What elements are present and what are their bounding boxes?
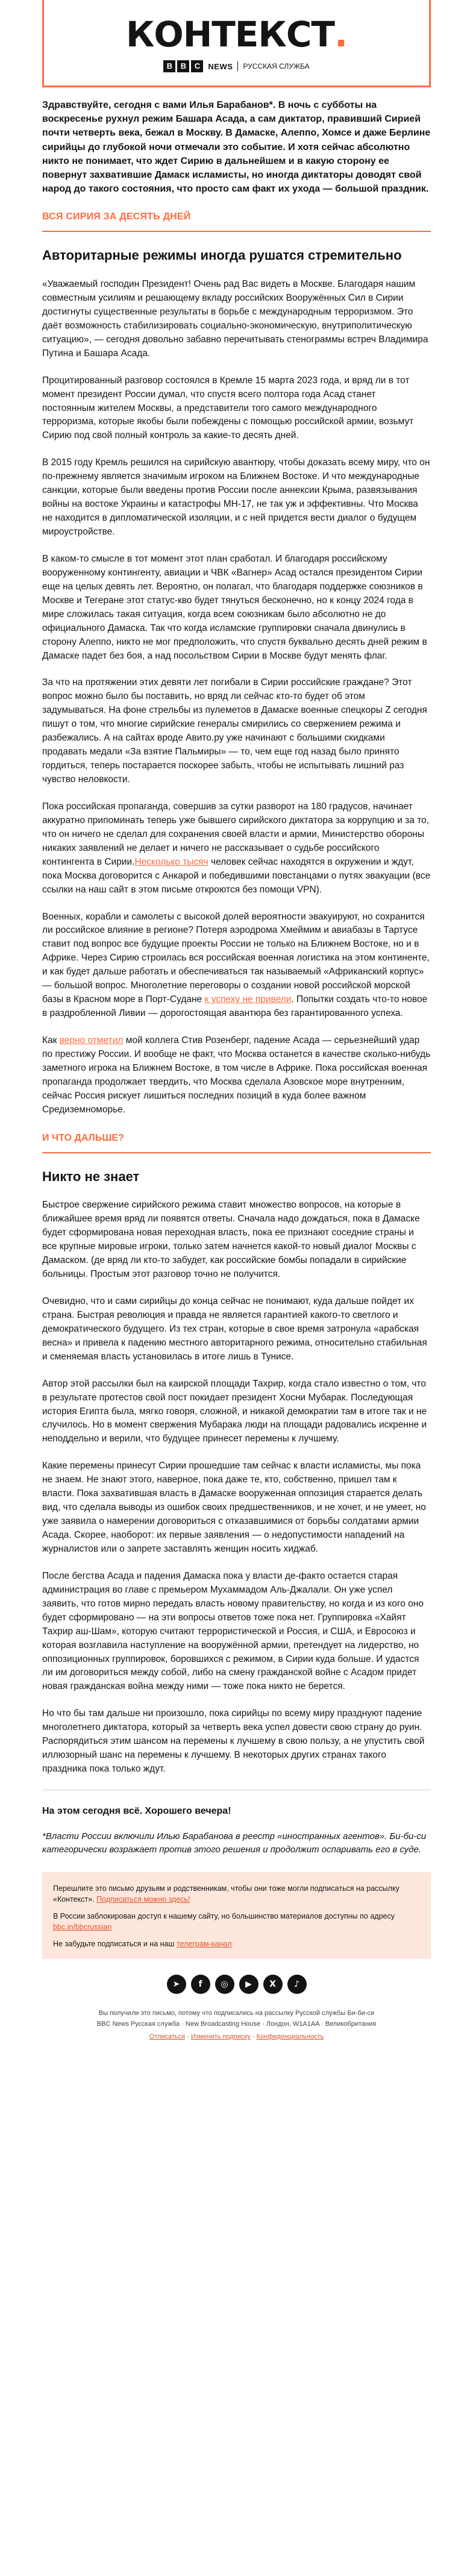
mirror-site-link[interactable]: bbc.in/bbcrussian [53, 1922, 112, 1931]
closing-text: На этом сегодня всё. Хорошего вечера! [42, 1806, 231, 1816]
paragraph: Процитированный разговор состоялся в Кремле 15 марта 2023 года, и вряд ли в тот момент президент России думал, что спустя всего полтора года Асад станет постоянным жителем Москвы, а представители того самого международного терроризма, которые якобы были побеждены с помощью российской армии, возьмут Сирию под свой полный контроль за какие-то десять дней. [42, 375, 414, 441]
paragraph: Автор этой рассылки был на каирской площади Тахрир, когда стало известно о том, что в результате протестов свой пост покидает президент Хосни Мубарак. Последующая история Египта была, мягко говоря, сложной, и никакой демократии там в итоге так и не случилось. Но в момент свержения Мубарака люди на площади радовались искренне и неподдельно и верили, что будущее принесет перемены к лучшему. [42, 1378, 427, 1444]
promo-box [42, 1872, 431, 1960]
promo-line: Перешлите это письмо друзьям и родственникам, чтобы они тоже могли подписаться на рассылку «Контекст». Подписаться можно здесь! [53, 1884, 399, 1904]
intro-text: Здравствуйте, сегодня с вами Илья Барабанов*. В ночь с субботы на воскресенье рухнул режим Башара Асада, а сам диктатор, правивший Сирией почти четверть века, бежал в Москву. В Дамаске, Алеппо, Хомсе и даже Берлине сирийцы до глубокой ночи отмечали это событие. И хотя сейчас абсолютно никто не понимает, что ждет Сирию в дальнейшем и в какую сторону ее повернут захватившие Дамаск исламисты, но иногда диктаторы доводят свой народ до такого состояния, что просто сам факт их ухода — большой праздник. [42, 100, 431, 195]
service-label: РУССКАЯ СЛУЖБА [243, 62, 310, 71]
telegram-icon[interactable]: ➤ [167, 1975, 186, 1994]
paragraph: После бегства Асада и падения Дамаска пока у власти де-факто остается старая администрация во главе с премьером Мухаммадом Аль-Джалали. Он уже успел заявить, что готов мирно передать власть новому правительству, но когда и из кого оно будет сформировано — на эти вопросы ответов тоже пока нет. Группировка «Хайят Тахрир аш-Шам», которую считают террористической и Россия, и США, и Евросоюз и которая возглавила наступление на вооружённой армии, претендует на лидерство, но оппозиционных группировок, боровшихся с режимом, в Сирии куда больше. И удастся ли им договориться между собой, либо на смену гражданской войне с Асадом придет новая гражданская война между ними — тоже пока никто не берется. [42, 1570, 424, 1692]
section-divider [42, 1152, 431, 1153]
paragraph: Пока российская пропаганда, совершив за сутки разворот на 180 градусов, начинает аккуратно припоминать теперь уже бывшего сирийского диктатора за коррупцию и за то, что он ничего не сделал для сохранения своей власти и армии, Министерство обороны никаких заявлений не делает и ничего не рассказывает о судьбе российского контингента в Сирии.Несколько тысяч человек сейчас находятся в окружении и ждут, пока Москва договорится с Анкарой и победившими повстанцами о путях эвакуации (все ссылки на наш сайт в этом письме откроются без помощи VPN). [42, 801, 431, 895]
paragraph: «Уважаемый господин Президент! Очень рад Вас видеть в Москве. Благодаря нашим совместным усилиям и решающему вкладу российских Вооружённых Сил в Сирии достигнуты существенные результаты в борьбе с международным терроризмом. Это даёт возможность стабилизировать социально-экономическую, внутриполитическую ситуацию», — сегодня довольно забавно перечитывать стенограммы встреч Владимира Путина и Башара Асада. [42, 279, 428, 359]
paragraph: Быстрое свержение сирийского режима ставит множество вопросов, на которые в ближайшее время вряд ли появятся ответы. Сначала надо дождаться, пока в Дамаске будет сформирована новая переходная власть, пока ее признают соседние страны и все крупные мировые игроки, только затем начнется какой-то новый диалог Москвы с Дамаском. (де вряд ли кто-то забудет, как российские бомбы попадали в сирийские больницы. Простым этот разговор точно не получится. [42, 1200, 420, 1279]
unsubscribe-link[interactable]: Отписаться [149, 2033, 186, 2041]
article-title: Никто не знает [42, 1168, 140, 1184]
section-link-next[interactable]: И ЧТО ДАЛЬШЕ? [42, 1132, 124, 1143]
x-icon[interactable]: X [263, 1975, 283, 1994]
subscribe-link[interactable]: Подписаться можно здесь! [96, 1894, 190, 1904]
promo-line: В России заблокирован доступ к нашему сайту, но большинство материалов доступны по адресу bbc.in/bbcrussian [53, 1911, 395, 1931]
paragraph: В каком-то смысле в тот момент этот план сработал. И благодаря российскому вооруженному контингенту, авиации и ЧВК «Вагнер» Асад остался президентом Сирии еще на целых девять лет. Вероятно, он полагал, что благодаря поддержке союзников в Москве и Тегеране этот статус-кво будет тянуться бесконечно, но к концу 2024 года в мире сложилась такая ситуация, когда всем союзникам было абсолютно не до официального Дамаска. Так что когда исламские группировки сначала двинулись в сторону Алеппо, никто не мог предположить, что спустя буквально десять дней режим в Дамаске падет без боя, а над посольством Сирии в Москве будут менять флаг. [42, 553, 427, 661]
masthead [42, 0, 431, 87]
footer-links: Отписаться · Изменить подписку · Конфиденциальность [149, 2033, 324, 2041]
preferences-link[interactable]: Изменить подписку [190, 2033, 251, 2041]
paragraph: Военных, корабли и самолеты с высокой долей вероятности эвакуируют, но сохранится ли российское влияние в регионе? Потеря аэродрома Хмеймим и авиабазы в Тартусе ставит под вопрос все будущие проекты России не только на Ближнем Востоке, но и в Африке. Через Сирию строилась вся российская военная логистика на этом континенте, и как будет дальше работать и обеспечиваться так называемый «Африканский корпус» — большой вопрос. Многолетние переговоры о создании новой российской морской базы в Красном море в Порт-Судане к успеху не привели. Попытки создать что-то новое в раздробленной Ливии — дорогостоящая авантюра без гарантированного успеха. [42, 911, 430, 1019]
paragraph: Но что бы там дальше ни произошло, пока сирийцы по всему миру празднуют падение многолетнего диктатора, который за четверть века успел довести свою страну до руин. Распорядиться этим шансом на перемены к лучшему в свою пользу, а не упустить свой иллюзорный шанс на перемены к лучшему. В некоторых других странах такого праздника пока только ждут. [42, 1708, 425, 1775]
brand-divider [237, 61, 238, 71]
footer-line: Вы получили это письмо, потому что подписались на рассылку Русской службы Би-би-си [98, 2010, 375, 2017]
paragraph: За что на протяжении этих девяти лет погибали в Сирии российские граждане? Этот вопрос можно было бы поставить, но вряд ли сейчас кто-то будет об этом задумываться. На фоне стрельбы из пулеметов в Дамаске военные спецкоры Z сегодня пишут о том, что многие сирийские генералы смирились со свержением режима и разбежались. А на сайтах вроде Авито.ру уже начинают с большими скидками продавать медали «За взятие Пальмиры» — то, чем еще год назад было принято гордиться, теперь постарается поскорее забыть, чтобы не испытывать лишний раз чувство неловкости. [42, 677, 427, 785]
privacy-link[interactable]: Конфиденциальность [256, 2033, 324, 2041]
inline-link[interactable]: Несколько тысяч [134, 856, 208, 867]
footer-line: BBC News Русская служба · New Broadcasting House · Лондон, W1A1AA · Великобритания [96, 2020, 377, 2028]
footer [42, 2008, 431, 2043]
facebook-icon[interactable]: f [191, 1975, 210, 1994]
telegram-channel-link[interactable]: телеграм-канал [176, 1940, 232, 1948]
paragraph: Какие перемены принесут Сирии прошедшие там сейчас к власти исламисты, мы пока не знаем. Не знают этого, наверное, пока даже те, кто, собственно, пришел там к власти. Пока захватившая власть в Дамаске вооруженная оппозиция старается делать вид, что сделала выводы из ошибок своих предшественников, и не хочет, и не умеет, но уже заявила о намерении договориться с отказавшимися от борьбы солдатами армии Асада. Скорее, наоборот: их первые заявления — о недопустимости нападений на журналистов или о запрете заставлять женщин носить хиджаб. [42, 1461, 426, 1554]
newsletter-logo: КОНТЕКСТ. [125, 14, 348, 55]
instagram-icon[interactable]: ◎ [215, 1975, 234, 1994]
youtube-icon[interactable]: ▶ [239, 1975, 258, 1994]
section-link-syria[interactable]: ВСЯ СИРИЯ ЗА ДЕСЯТЬ ДНЕЙ [42, 212, 191, 222]
bbc-brand [44, 60, 429, 72]
paragraph: Как верно отметил мой коллега Стив Розенберг, падение Асада — серьезнейший удар по престижу России. И вообще не факт, что Москва останется в качестве сколько-нибудь заметного игрока на Ближнем Востоке, в том числе в Африке. Пока российская военная пропаганда продолжает твердить, что Москва сделала Азовское море внутренним, сейчас Россия рискует лишиться последних позиций в куда более важном Средиземноморье. [42, 1035, 431, 1115]
social-links [42, 1975, 431, 1994]
article-title: Авторитарные режимы иногда рушатся стремительно [42, 248, 402, 263]
inline-link[interactable]: к успеху не привели [204, 994, 292, 1005]
bbc-logo-icon: B B C [163, 60, 203, 72]
bbc-news-label: NEWS [208, 61, 233, 71]
promo-line: Не забудьте подписаться и на наш телеграм-канал [53, 1940, 232, 1948]
paragraph: Очевидно, что и сами сирийцы до конца сейчас не понимают, куда дальше пойдет их страна. Быстрая революция и правда не является гарантией какого-то светлого и демократического будущего. Из тех стран, которые в свое время затронула «арабская весна» и привела к падению местного авторитарного режима, относительно стабильная и сменяемая власть установилась в итоге лишь в Тунисе. [42, 1296, 427, 1362]
section-divider [42, 231, 431, 232]
paragraph: В 2015 году Кремль решился на сирийскую авантюру, чтобы доказать всему миру, что он по-прежнему является значимым игроком на Ближнем Востоке. И что международные санкции, которые были введены против России после аннексии Крыма, развязывания войны на востоке Украины и катастрофы МН-17, не так уж и эффективны. Что Москва не находится в дипломатической изоляции, и с ней придется вести диалог о будущем мироустройстве. [42, 457, 430, 537]
tiktok-icon[interactable]: ♪ [287, 1975, 307, 1994]
inline-link[interactable]: верно отметил [59, 1035, 124, 1045]
footnote: *Власти России включили Илью Барабанова в реестр «иностранных агентов». Би-би-си категорически возражает против этого решения и продолжит оспаривать его в суде. [42, 1831, 427, 1855]
